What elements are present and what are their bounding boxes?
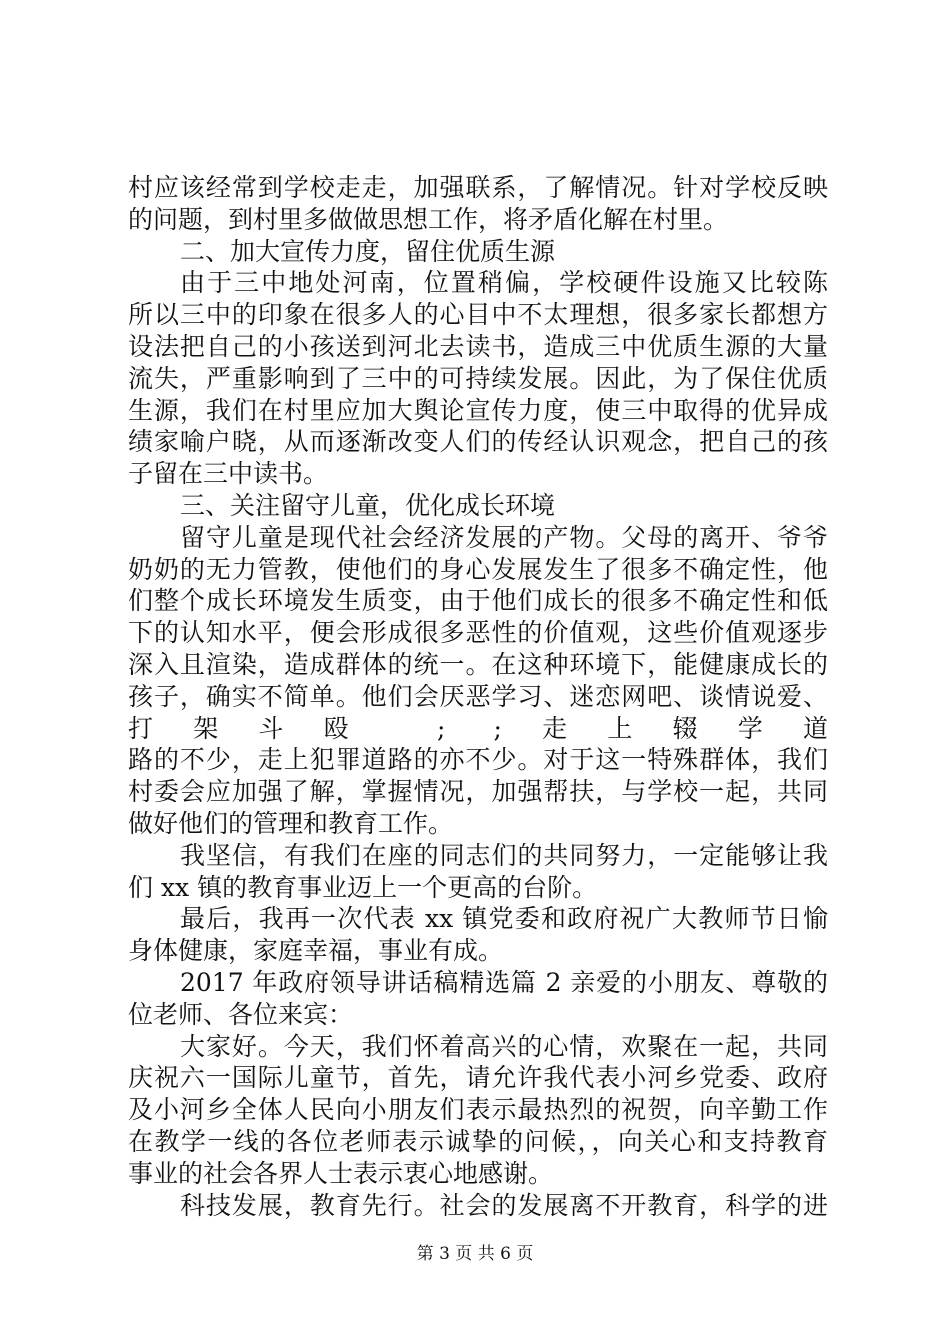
text-line: 打架斗殴 ; ;走上辍学道 (128, 713, 828, 743)
text-line: 所以三中的印象在很多人的心目中不太理想，很多家长都想方 (128, 300, 828, 330)
text-line: 位老师、各位来宾： (128, 999, 354, 1029)
text-line: 们 xx 镇的教育事业迈上一个更高的台阶。 (128, 872, 598, 902)
section-heading: 二、加大宣传力度，留住优质生源 (180, 236, 556, 266)
text-line: 身体健康，家庭幸福，事业有成。 (128, 936, 504, 966)
text-line: 奶奶的无力管教，使他们的身心发展发生了很多不确定性，他 (128, 554, 828, 584)
text-line: 深入且渲染，造成群体的统一。在这种环境下，能健康成长的 (128, 649, 828, 679)
text-line: 科技发展，教育先行。社会的发展离不开教育，科学的进 (180, 1190, 828, 1220)
text-line: 生源，我们在村里应加大舆论宣传力度，使三中取得的优异成 (128, 395, 828, 425)
text-line: 大家好。今天，我们怀着高兴的心情，欢聚在一起，共同 (180, 1031, 828, 1061)
section-heading: 三、关注留守儿童，优化成长环境 (180, 490, 556, 520)
text-line: 流失，严重影响到了三中的可持续发展。因此，为了保住优质 (128, 363, 828, 393)
text-line: 村应该经常到学校走走，加强联系，了解情况。针对学校反映 (128, 173, 828, 202)
text-line: 子留在三中读书。 (128, 459, 329, 489)
text-line: 在教学一线的各位老师表示诚挚的问候，，向关心和支持教育 (128, 1126, 828, 1156)
text-line: 我坚信，有我们在座的同志们的共同努力，一定能够让我 (180, 840, 828, 870)
document-body (128, 172, 828, 1221)
page-number-footer: 第 3 页 共 6 页 (416, 1244, 534, 1264)
text-line: 下的认知水平，便会形成很多恶性的价值观，这些价值观逐步 (128, 618, 828, 648)
article-title-line: 2017 年政府领导讲话稿精选篇 2 亲爱的小朋友、尊敬的 (180, 967, 828, 997)
text-line: 设法把自己的小孩送到河北去读书，造成三中优质生源的大量 (128, 331, 828, 361)
text-line: 绩家喻户晓，从而逐渐改变人们的传经认识观念，把自己的孩 (128, 427, 828, 457)
text-line: 及小河乡全体人民向小朋友们表示最热烈的祝贺，向辛勤工作 (128, 1095, 828, 1125)
text-line: 村委会应加强了解，掌握情况，加强帮扶，与学校一起，共同 (128, 777, 828, 807)
text-line: 事业的社会各界人士表示衷心地感谢。 (128, 1158, 554, 1188)
text-line: 做好他们的管理和教育工作。 (128, 808, 454, 838)
text-line: 最后，我再一次代表 xx 镇党委和政府祝广大教师节日愉 (180, 904, 828, 934)
text-line: 由于三中地处河南，位置稍偏，学校硬件设施又比较陈 (180, 268, 828, 298)
text-line: 的问题，到村里多做做思想工作，将矛盾化解在村里。 (128, 204, 729, 234)
text-line: 路的不少，走上犯罪道路的亦不少。对于这一特殊群体，我们 (128, 745, 828, 775)
text-line: 留守儿童是现代社会经济发展的产物。父母的离开、爷爷 (180, 522, 828, 552)
text-line: 孩子，确实不简单。他们会厌恶学习、迷恋网吧、谈情说爱、 (128, 681, 828, 711)
text-line: 们整个成长环境发生质变，由于他们成长的很多不确定性和低 (128, 586, 828, 616)
text-line: 庆祝六一国际儿童节，首先，请允许我代表小河乡党委、政府 (128, 1063, 828, 1093)
